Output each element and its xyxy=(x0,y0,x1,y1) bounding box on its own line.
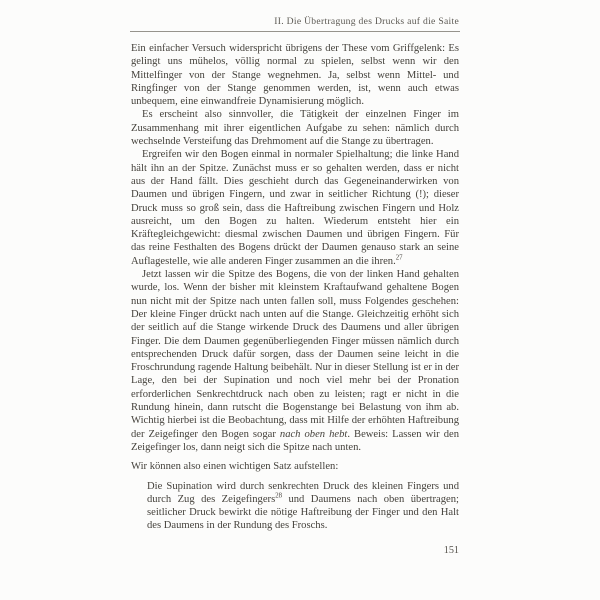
paragraph: Ergreifen wir den Bogen einmal in normaler Spielhaltung; die linke Hand hält ihn an der Spitze. Zunächst muss er so gehalten werden, dass er nicht aus der Hand fällt. Dies geschieht durch das Gegeneinanderwirken von Daumen und übrigen Fingern, und zwar in seitlicher Richtung (!); dieser Druck muss so groß sein, dass die Haftreibung zwischen Fingern und Holz ausreicht, um den Bogen zu halten. Wiederum entsteht hier ein Kräftegleichgewicht: diesmal zwischen Daumen und übrigen Fingern. Für das reine Festhalten des Bogens drückt der Daumen genauso stark an seine Auflagestelle, wie alle anderen Finger zusammen an die ihren.$^{27}$ xyxy=(131,149,459,267)
paragraph: Jetzt lassen wir die Spitze des Bogens, die von der linken Hand gehalten wurde, los. Wenn der bisher mit kleinstem Kraftaufwand gehaltene Bogen nun nicht mit der Spitze nach unten fallen soll, muss Folgendes geschehen: Der kleine Finger drückt nach unten auf die Stange. Gleichzeitig erhöht sich der seitlich auf die Stange wirkende Druck des Daumens und aller übrigen Finger. Die dem Daumen gegenüberliegenden Finger müssen nämlich durch entsprechenden Druck dafür sorgen, dass der Daumen seine leicht in die Froschrundung ragende Haltung beibehält. Nur in dieser Stellung ist er in der Lage, den bei der Supination und noch viel mehr bei der Pronation erforderlichen Senkrechtdruck nach oben zu leisten; ragt er nicht in die Rundung hinein, dann rutscht die Bogenstange bei Belastung von ihm ab. Wichtig hierbei ist die Beobachtung, dass mit Hilfe der erhöhten Haftreibung der Zeigefinger den Bogen sogar nach oben hebt. Beweis: Lassen wir den Zeigefinger los, dann neigt sich die Spitze nach unten. xyxy=(131,269,459,453)
header-rule xyxy=(130,31,460,32)
body-text xyxy=(131,42,459,533)
page-number: 151 xyxy=(443,545,459,556)
paragraph: Ein einfacher Versuch widerspricht übrigens der These vom Griffgelenk: Es gelingt uns mühelos, völlig normal zu spielen, selbst wenn wir den Mittelfinger von der Stange wegnehmen. Ja, selbst wenn Mittel- und Ringfinger von der Stange genommen werden, ist, wenn auch etwas unbequem, eine einwandfreie Dynamisierung möglich. xyxy=(131,43,459,108)
paragraph-lead-in: Wir können also einen wichtigen Satz aufstellen: xyxy=(131,461,339,473)
paragraph: Es erscheint also sinnvoller, die Tätigkeit der einzelnen Finger im Zusammenhang mit ihrer eigentlichen Aufgabe zu sehen: nämlich durch wechselnde Versteifung das Drehmoment auf die Stange zu übertragen. xyxy=(131,109,459,148)
running-header: II. Die Übertragung des Drucks auf die Saite xyxy=(274,16,459,27)
block-quote: Die Supination wird durch senkrechten Druck des kleinen Fingers und durch Zug des Zeigefingers$^{28}$ und Daumens nach oben übertragen; seitlicher Druck bewirkt die nötige Haftreibung der Finger und den Halt des Daumens in der Rundung des Froschs. xyxy=(147,480,459,532)
